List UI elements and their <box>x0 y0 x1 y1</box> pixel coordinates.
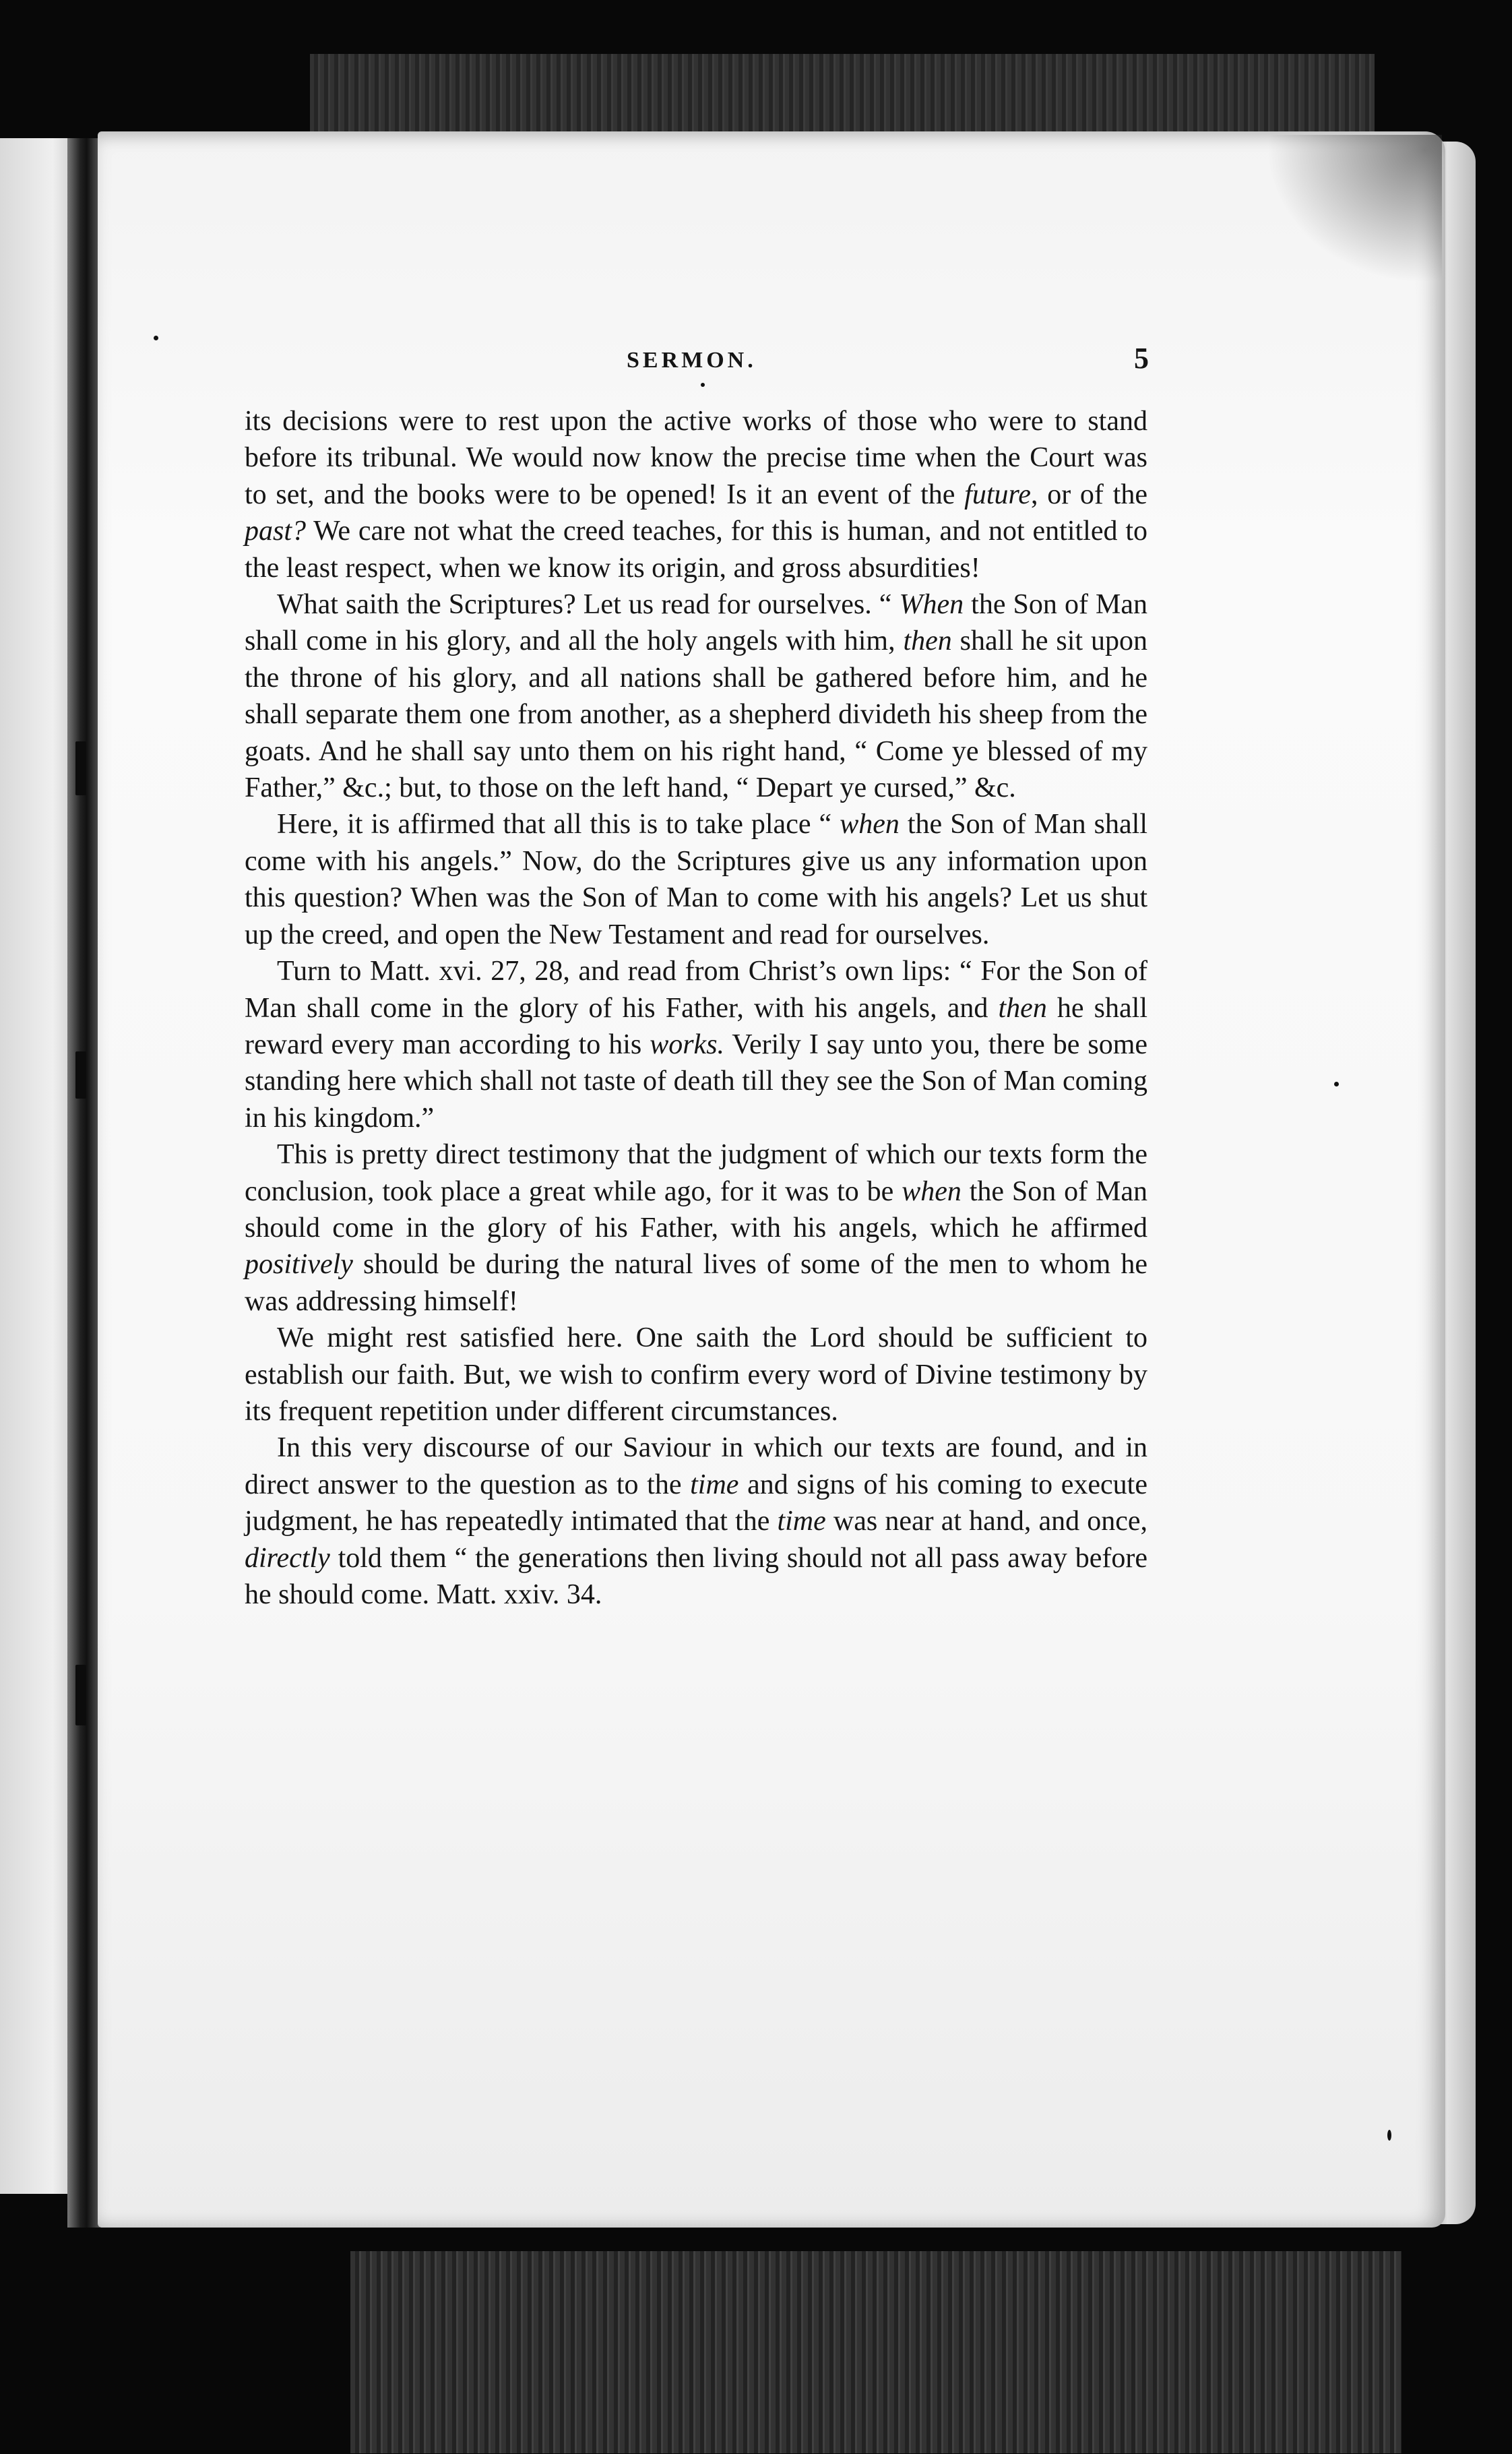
book-gutter <box>67 138 100 2228</box>
paragraph <box>245 953 1147 1136</box>
text-run: should be during the natural lives of some of the men to whom he was addressing himself! <box>245 1249 1147 1317</box>
running-head: SERMON. <box>627 348 757 373</box>
binding-band-bottom <box>350 2251 1401 2453</box>
paragraph <box>245 1430 1147 1613</box>
italic-text: then <box>998 992 1047 1024</box>
text-run: Turn to Matt. xvi. 27, 28, and read from Christ’s own lips: “ For the Son of Man shall come in the glory of his Father, with his angels, and <box>245 956 1147 1024</box>
text-run: We care not what the creed teaches, for this is human, and not entitled to the least respect, when we know its origin, and gross absurdities! <box>245 516 1147 584</box>
text-run: told them “ the generations then living should not all pass away before he should come. Matt. xxiv. 34. <box>245 1542 1147 1610</box>
gutter-mark <box>75 1665 86 1725</box>
ink-speck <box>1334 1082 1339 1086</box>
italic-text: works. <box>650 1029 725 1060</box>
binding-band-top <box>310 54 1375 135</box>
ink-speck <box>1387 2130 1391 2141</box>
text-run: This is pretty direct testimony that the judgment of which our texts form the conclusion, took place a great while ago, for it was to be <box>245 1139 1147 1207</box>
text-run: he shall reward every man according to his <box>245 992 1148 1060</box>
text-run: shall he sit upon the throne of his glory, and all nations shall be gathered before him, and he shall separate them one from another, as a shepherd divideth his sheep from the goats. And he shall say unto them on his right hand, “ Come ye blessed of my Father,” &c.; but, to those on the left hand, “ Depart ye cursed,” &c. <box>245 625 1147 804</box>
text-run: the Son of Man shall come in his glory, and all the holy angels with him, <box>245 589 1147 657</box>
italic-text: time <box>690 1469 739 1500</box>
text-run: We might rest satisfied here. One saith the Lord should be sufficient to establish our faith. But, we wish to confirm every word of Divine testimony by its frequent repetition under different circumstances. <box>245 1322 1147 1427</box>
text-run: its decisions were to rest upon the active works of those who were to stand before its tribunal. We would now know the precise time when the Court was to set, and the books were to be opened! Is it an event of the <box>245 406 1147 510</box>
text-run: and signs of his coming to execute judgment, he has repeatedly intimated that the <box>245 1469 1147 1537</box>
text-run: the Son of Man should come in the glory of his Father, with his angels, which he affirmed <box>245 1175 1147 1244</box>
italic-text: When <box>899 589 964 621</box>
paragraph <box>245 403 1147 586</box>
italic-text: past? <box>245 516 307 547</box>
italic-text: time <box>777 1506 826 1537</box>
text-run: Verily I say unto you, there be some standing here which shall not taste of death till they see the Son of Man coming in his kingdom.” <box>245 1029 1148 1134</box>
text-run: the Son of Man shall come with his angels.” Now, do the Scriptures give us any information upon this question? When was the Son of Man to come with his angels? Let us shut up the creed, and open the New Testament and read for ourselves. <box>245 809 1147 950</box>
italic-text: positively <box>245 1249 353 1281</box>
italic-text: when <box>902 1175 962 1207</box>
text-run: Here, it is affirmed that all this is to take place “ <box>277 809 840 840</box>
page-number: 5 <box>1134 342 1149 375</box>
paragraph <box>245 586 1147 806</box>
ink-speck <box>154 336 158 340</box>
text-run: , or of the <box>1030 479 1147 510</box>
paragraph <box>245 806 1147 953</box>
paragraph <box>245 1320 1147 1430</box>
paragraph <box>245 1136 1147 1320</box>
page-header <box>246 342 1149 388</box>
text-run: In this very discourse of our Saviour in which our texts are found, and in direct answer to the question as to the <box>245 1432 1147 1500</box>
page-body-text <box>245 403 1147 1613</box>
italic-text: directly <box>245 1542 330 1574</box>
gutter-mark <box>75 1051 86 1099</box>
text-run: was near at hand, and once, <box>825 1506 1147 1537</box>
italic-text: when <box>840 809 900 840</box>
italic-text: future <box>964 479 1031 510</box>
italic-text: then <box>903 625 952 657</box>
gutter-mark <box>75 741 86 795</box>
text-run: What saith the Scriptures? Let us read for ourselves. “ <box>277 589 900 621</box>
page-corner-shadow <box>1267 135 1442 283</box>
